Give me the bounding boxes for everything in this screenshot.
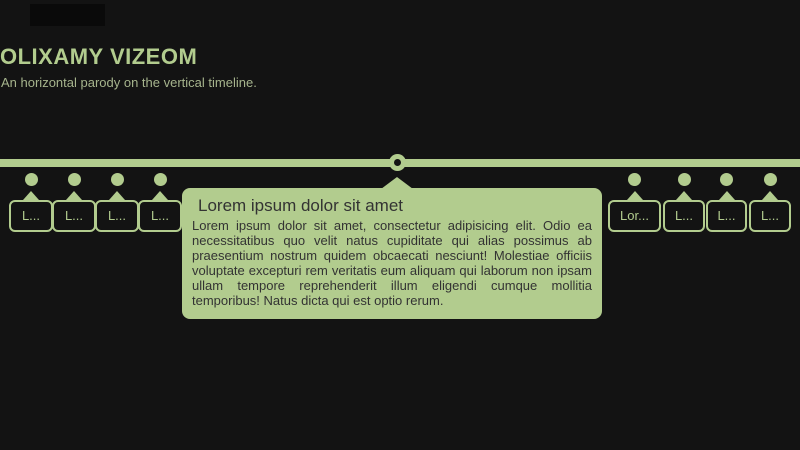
timeline-item-label[interactable]: L... [52, 200, 96, 232]
timeline-item-label[interactable]: L... [663, 200, 705, 232]
timeline-active-dot[interactable] [389, 154, 406, 171]
timeline-dot[interactable] [764, 173, 777, 186]
pointer-triangle-icon [152, 191, 168, 200]
timeline-item-label[interactable]: L... [9, 200, 53, 232]
timeline-dot[interactable] [720, 173, 733, 186]
active-dot-hole [394, 159, 401, 166]
timeline-item-label[interactable]: Lor... [608, 200, 661, 232]
timeline-item[interactable] [138, 173, 182, 232]
popup-body: Lorem ipsum dolor sit amet, consectetur adipisicing elit. Odio ea necessitatibus quo velit natus cupiditate qui alias possimus ab praesentium nostrum quidem obcaecati nesciunt! Molestiae officiis voluptate excepturi rem veritatis eum aliquam qui laborum non ipsam ullam tempore reprehenderit illum eligendi cumque mollitia temporibus! Natus dicta qui est optio rerum. [192, 218, 592, 308]
timeline-item[interactable] [9, 173, 53, 232]
pointer-triangle-icon [762, 191, 778, 200]
timeline-item[interactable] [749, 173, 791, 232]
pointer-triangle-icon [23, 191, 39, 200]
pointer-triangle-icon [627, 191, 643, 200]
timeline-item[interactable] [706, 173, 747, 232]
timeline-dot[interactable] [111, 173, 124, 186]
timeline-dot[interactable] [678, 173, 691, 186]
timeline-dot[interactable] [628, 173, 641, 186]
timeline-item[interactable] [52, 173, 96, 232]
timeline-item-label[interactable]: L... [95, 200, 139, 232]
decorative-dark-rectangle [30, 4, 105, 26]
timeline-item-label[interactable]: L... [706, 200, 747, 232]
timeline-item[interactable] [608, 173, 661, 232]
timeline-dot[interactable] [154, 173, 167, 186]
pointer-triangle-icon [109, 191, 125, 200]
timeline-item[interactable] [663, 173, 705, 232]
timeline-dot[interactable] [25, 173, 38, 186]
pointer-triangle-icon [719, 191, 735, 200]
page-title: OLIXAMY VIZEOM [0, 44, 198, 69]
pointer-triangle-icon [66, 191, 82, 200]
page-subtitle: An horizontal parody on the vertical timeline. [1, 75, 257, 90]
timeline-item[interactable] [95, 173, 139, 232]
timeline-dot[interactable] [68, 173, 81, 186]
timeline-item-label[interactable]: L... [749, 200, 791, 232]
pointer-triangle-icon [676, 191, 692, 200]
timeline-popup [182, 188, 602, 319]
timeline-item-label[interactable]: L... [138, 200, 182, 232]
popup-title: Lorem ipsum dolor sit amet [198, 196, 404, 215]
